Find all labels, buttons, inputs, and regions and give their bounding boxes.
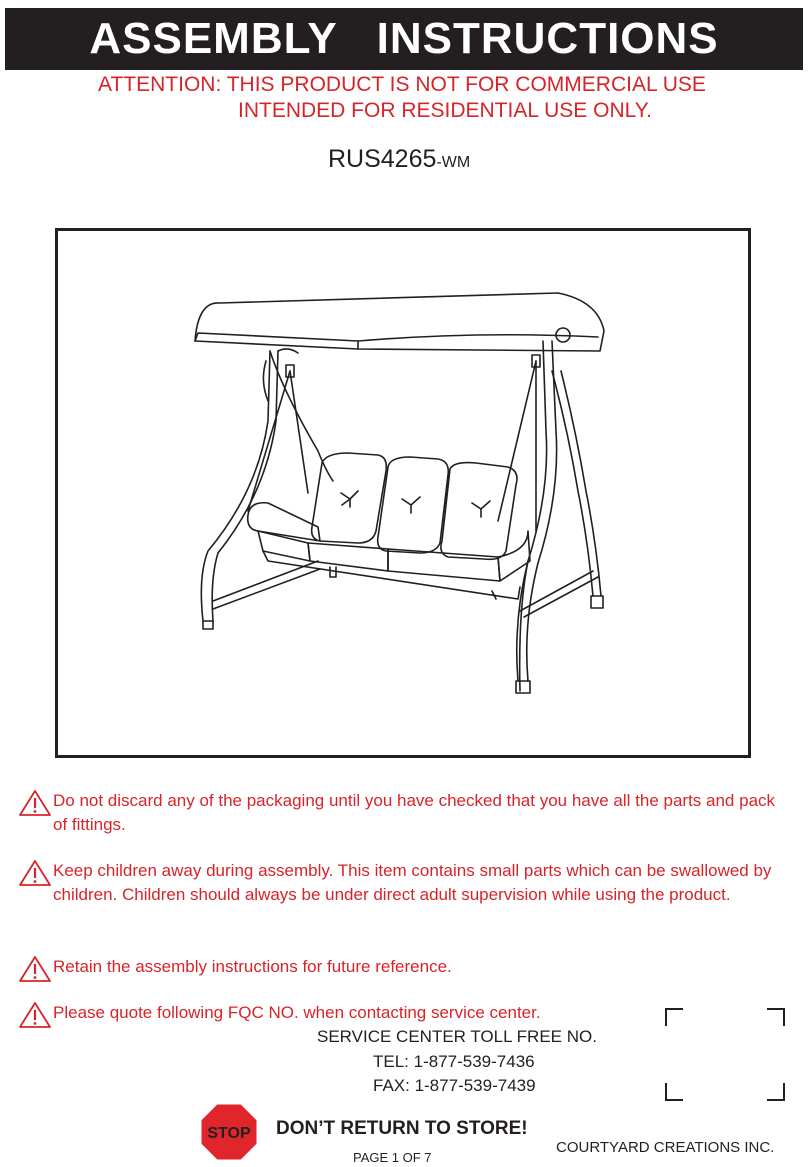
- right-frame: [516, 341, 603, 693]
- left-frame: [201, 349, 333, 629]
- stop-sign-icon: [200, 1103, 258, 1161]
- service-tel: TEL: 1-877-539-7436: [373, 1052, 535, 1071]
- seat-cushions: [248, 453, 530, 599]
- stop-label: STOP: [207, 1125, 251, 1142]
- page-title: ASSEMBLY INSTRUCTIONS: [5, 8, 803, 70]
- warning-triangle-icon: [18, 859, 52, 887]
- warning-item: [18, 859, 788, 907]
- base-bars: [213, 561, 528, 691]
- attention-line-2: INTENDED FOR RESIDENTIAL USE ONLY.: [238, 99, 652, 122]
- fqc-box-corner: [767, 1083, 785, 1101]
- dont-return-notice: DON’T RETURN TO STORE!: [276, 1118, 528, 1139]
- warning-text: Do not discard any of the packaging until you have checked that you have all the parts and pack of fittings.: [53, 791, 776, 834]
- warning-triangle-icon: [18, 789, 52, 817]
- fqc-box-corner: [767, 1008, 785, 1026]
- porch-swing-illustration: [58, 231, 748, 755]
- warning-text: Retain the assembly instructions for future reference.: [53, 957, 452, 976]
- model-number-suffix: -WM: [436, 154, 471, 171]
- service-fax: FAX: 1-877-539-7439: [373, 1076, 536, 1095]
- cushion-tufts: [341, 491, 490, 517]
- warning-item: [18, 789, 788, 837]
- warning-text: Keep children away during assembly. This item contains small parts which can be swallowed by children. Children should always be under direct adult supervision while using the product.: [53, 861, 772, 904]
- warning-triangle-icon: [18, 1001, 52, 1029]
- fqc-box-corner: [665, 1083, 683, 1101]
- model-number-main: RUS4265: [328, 145, 437, 173]
- service-center-title: SERVICE CENTER TOLL FREE NO.: [317, 1027, 597, 1046]
- attention-line-1: ATTENTION: THIS PRODUCT IS NOT FOR COMMERCIAL USE: [98, 73, 706, 96]
- swing-chains: [248, 355, 540, 531]
- company-name: COURTYARD CREATIONS INC.: [556, 1139, 775, 1156]
- page-number: PAGE 1 OF 7: [353, 1150, 432, 1165]
- warning-text: Please quote following FQC NO. when contacting service center.: [53, 1003, 541, 1022]
- warning-item: [18, 955, 788, 979]
- model-number: [328, 145, 470, 174]
- warning-triangle-icon: [18, 955, 52, 983]
- product-figure: [55, 228, 751, 758]
- fqc-box-corner: [665, 1008, 683, 1026]
